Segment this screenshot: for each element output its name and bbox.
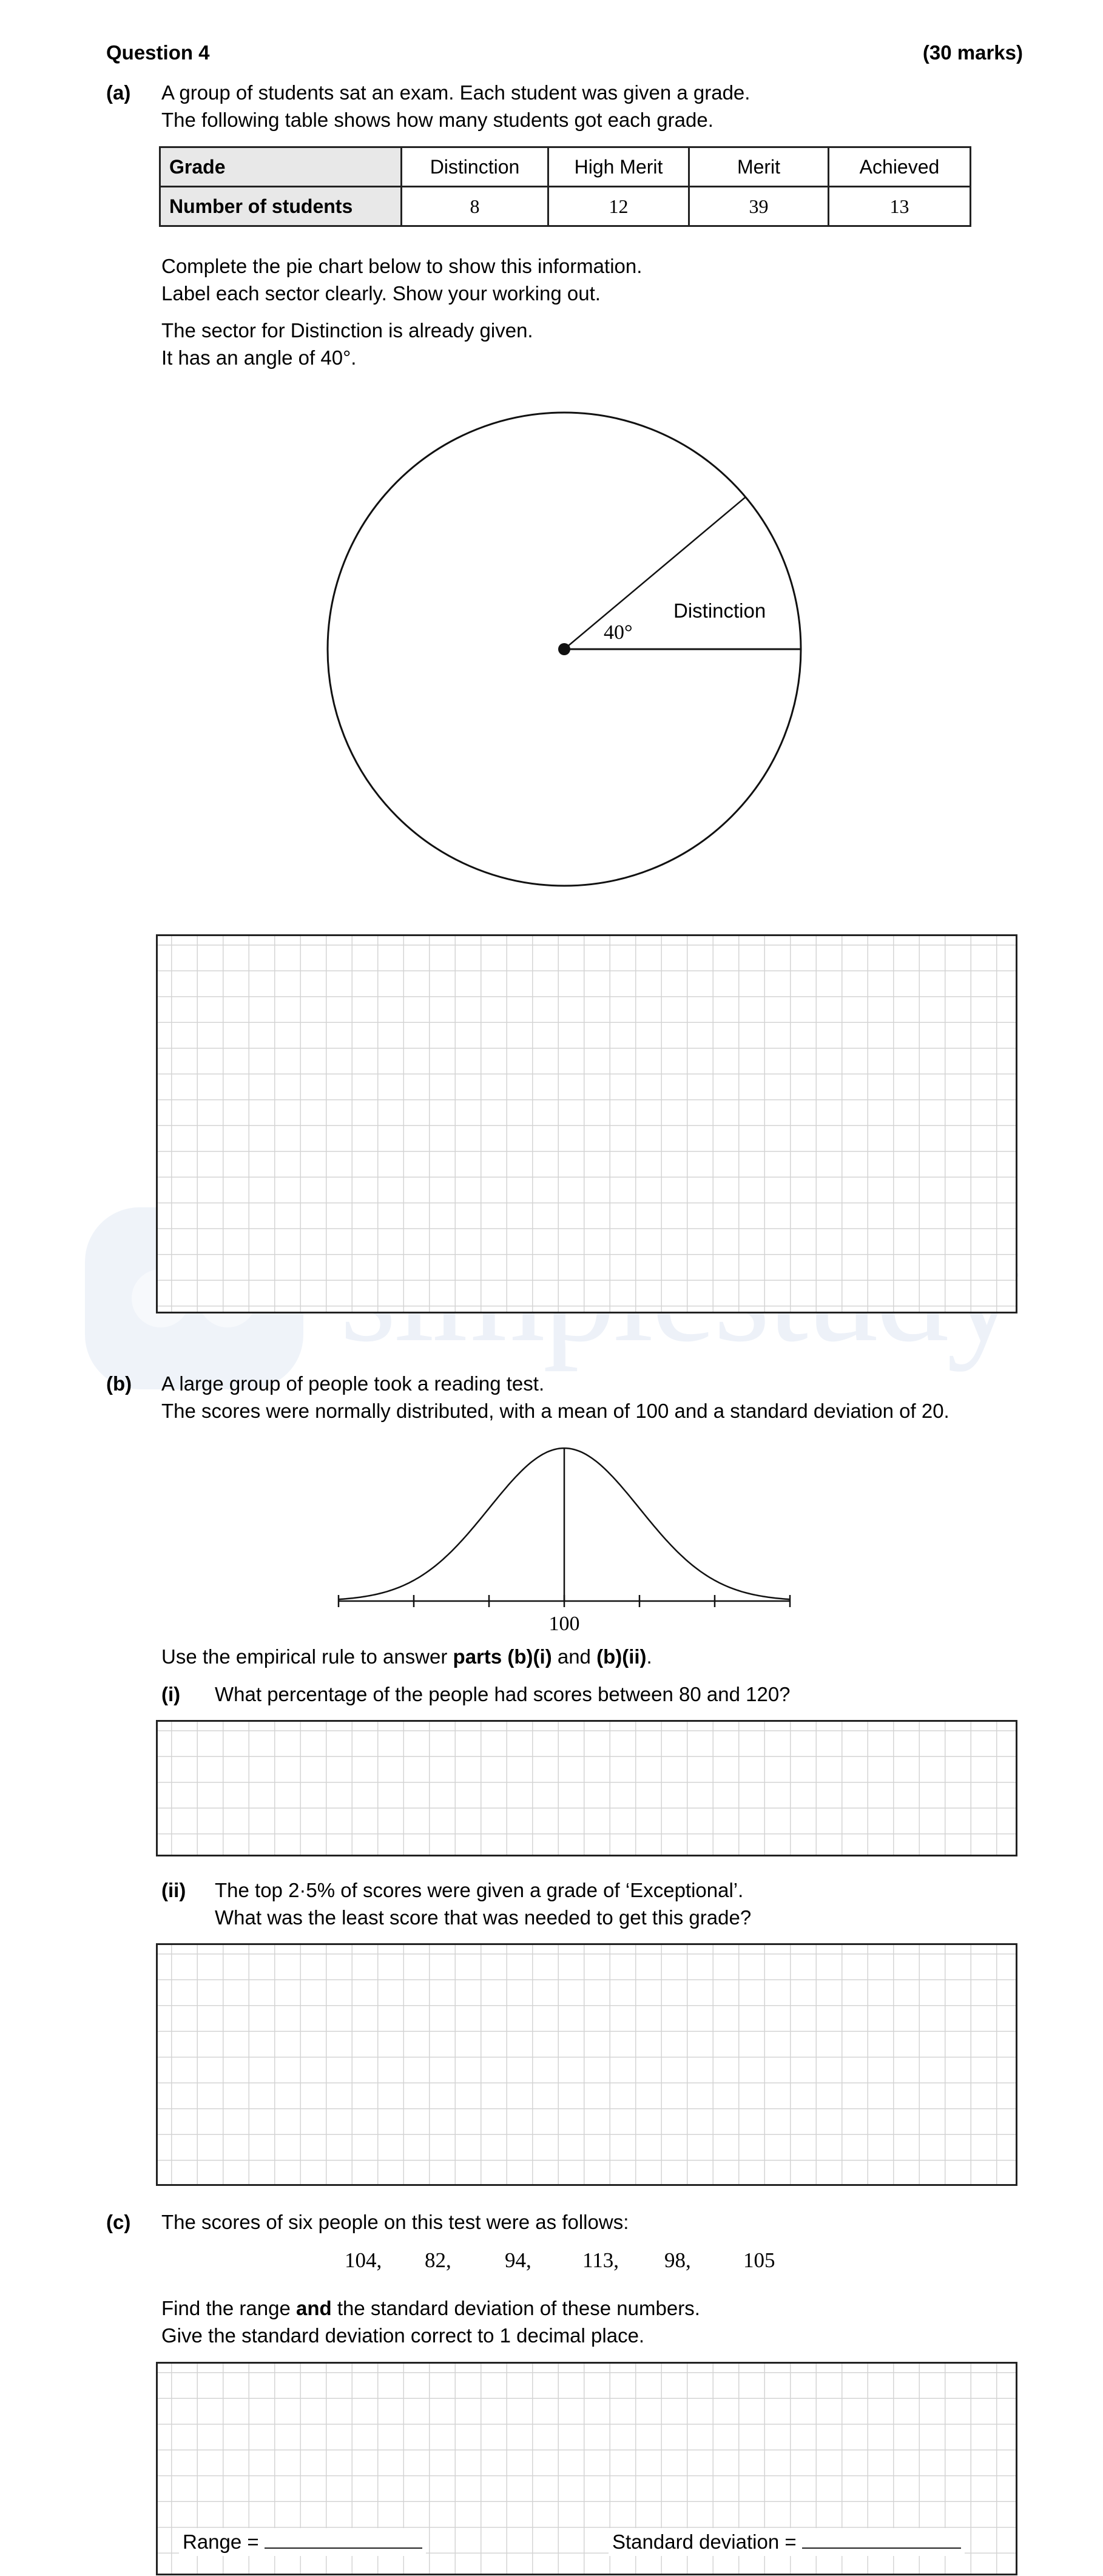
part-a-intro-1: A group of students sat an exam. Each student was given a grade. [161, 81, 751, 104]
part-a-instruction-1: Complete the pie chart below to show this information. [161, 255, 643, 277]
part-a-intro-2: The following table shows how many students got each grade. [161, 109, 713, 131]
range-label: Range = [183, 2530, 259, 2553]
table-cell: High Merit [548, 147, 689, 187]
table-cell: Merit [689, 147, 829, 187]
pie-angle-label: 40° [604, 621, 633, 644]
question-title: Question 4 [106, 41, 210, 64]
part-b-i-question: What percentage of the people had scores between 80 and 120? [215, 1683, 791, 1705]
sd-answer[interactable] [609, 2528, 965, 2556]
find-text-pre: Find the range [161, 2297, 296, 2319]
table-header-grade: Grade [160, 147, 402, 187]
pie-sector-label: Distinction [673, 599, 766, 622]
part-b-ii-label: (ii) [161, 1879, 186, 1901]
part-c-find-instruction [161, 2294, 700, 2322]
working-box-b-i[interactable] [156, 1720, 1017, 1856]
score-value: 94, [505, 2248, 531, 2272]
part-a-instruction-3: The sector for Distinction is already given. [161, 319, 533, 342]
sd-label: Standard deviation = [612, 2530, 797, 2553]
rule-text-end: . [646, 1645, 652, 1668]
range-answer[interactable] [179, 2528, 426, 2556]
sd-blank[interactable] [802, 2529, 961, 2549]
score-value: 104, [345, 2248, 382, 2272]
normal-curve [328, 1441, 801, 1641]
pie-chart [303, 388, 825, 910]
part-c-label: (c) [106, 2211, 131, 2233]
rule-text-pre: Use the empirical rule to answer [161, 1645, 453, 1668]
table-row [160, 147, 971, 187]
score-value: 113, [582, 2248, 619, 2272]
pie-radius-angled [564, 497, 746, 649]
part-c-precision-instruction: Give the standard deviation correct to 1 decimal place. [161, 2324, 645, 2347]
table-header-count: Number of students [160, 187, 402, 226]
curve-mean-label: 100 [548, 1613, 580, 1635]
find-text-bold: and [295, 2297, 332, 2319]
part-b-ii-question-2: What was the least score that was needed to get this grade? [215, 1906, 752, 1929]
empirical-rule-instruction [161, 1643, 652, 1671]
part-a-label: (a) [106, 81, 131, 104]
working-box-b-ii[interactable] [156, 1943, 1017, 2186]
grade-table [159, 146, 971, 227]
table-cell: 8 [402, 187, 548, 226]
score-value: 105 [743, 2248, 775, 2272]
part-c-intro: The scores of six people on this test were as follows: [161, 2211, 629, 2233]
part-b-i-label: (i) [161, 1683, 181, 1705]
part-b-intro-1: A large group of people took a reading test. [161, 1372, 545, 1395]
table-cell: 13 [829, 187, 971, 226]
rule-text-mid: and [552, 1645, 597, 1668]
rule-text-part-b2: (b)(ii) [596, 1645, 647, 1668]
part-a-instruction-4: It has an angle of 40°. [161, 346, 357, 369]
range-blank[interactable] [265, 2529, 422, 2549]
table-cell: Achieved [829, 147, 971, 187]
part-b-intro-2: The scores were normally distributed, with a mean of 100 and a standard deviation of 20. [161, 1400, 950, 1422]
table-cell: 39 [689, 187, 829, 226]
table-row [160, 187, 971, 226]
part-b-ii-question-1: The top 2·5% of scores were given a grade of ‘Exceptional’. [215, 1879, 744, 1901]
table-cell: Distinction [402, 147, 548, 187]
part-a-instruction-2: Label each sector clearly. Show your working out. [161, 282, 601, 305]
score-value: 82, [425, 2248, 451, 2272]
part-b-label: (b) [106, 1372, 132, 1395]
table-cell: 12 [548, 187, 689, 226]
score-value: 98, [664, 2248, 691, 2272]
question-marks: (30 marks) [922, 41, 1023, 64]
pie-center-dot [558, 643, 570, 655]
find-text-post: the standard deviation of these numbers. [331, 2297, 700, 2319]
working-box-a[interactable] [156, 934, 1017, 1313]
rule-text-part-b1: parts (b)(i) [453, 1645, 552, 1668]
